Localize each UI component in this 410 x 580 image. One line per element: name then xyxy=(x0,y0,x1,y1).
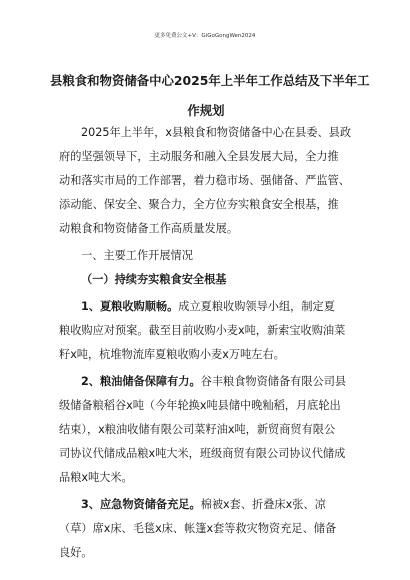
intro-line-4: 添动能、保安全、聚合力，全方位夯实粮食安全根基，推 xyxy=(59,198,339,211)
item2-line-2: 级储备粮稻谷x吨（今年轮换x吨县储中晚籼稻，月底轮出 xyxy=(59,399,341,412)
intro-line-1: 2025年上半年，x县粮食和物资储备中心在县委、县政 xyxy=(81,126,352,139)
item3-first-line xyxy=(81,496,326,512)
item2-line-4: 司协议代储成品粮x吨大米，班级商贸有限公司协议代储成 xyxy=(59,447,346,460)
intro-line-5: 动粮食和物资储备工作高质量发展。 xyxy=(59,222,239,235)
item2-line-1: 谷丰粮食物资储备有限公司县 xyxy=(200,375,347,388)
document-title xyxy=(50,66,370,126)
item3-line-3: 良好。 xyxy=(59,546,93,559)
item3-line-2: （草）席x床、毛毯x床、帐篷x套等救灾物资充足、储备 xyxy=(59,522,337,535)
subsection-heading-1: （一）持续夯实粮食安全根基 xyxy=(81,273,227,286)
item2-line-3: 结束），x粮油收储有限公司菜籽油x吨，新贸商贸有限公 xyxy=(59,423,336,436)
header-note: 更多免费公文+V：GiGoGongWen2024 xyxy=(154,33,256,39)
item2-first-line xyxy=(81,373,346,389)
item1-line-1: 成立夏粮收购领导小组，制定夏 xyxy=(178,300,335,313)
item1-lead: 1、夏粮收购顺畅。 xyxy=(81,300,179,313)
title-line-2: 作规划 xyxy=(187,103,225,118)
title-line-1: 县粮食和物资储备中心2025年上半年工作总结及下半年工 xyxy=(50,73,370,88)
item2-line-5: 品粮x吨大米。 xyxy=(59,471,133,484)
intro-line-2: 府的坚强领导下，主动服务和融入全县发展大局，全力推 xyxy=(59,150,339,163)
section-heading-1: 一、主要工作开展情况 xyxy=(81,249,193,262)
intro-line-3: 动和落实市局的工作部署，着力稳市场、强储备、严监管、 xyxy=(59,174,350,187)
item1-line-3: 籽x吨，杭堆物流库夏粮收购小麦x万吨左右。 xyxy=(59,348,285,361)
item1-first-line xyxy=(81,298,335,314)
item3-line-1: 棉被x套、折叠床x张、凉 xyxy=(200,498,326,511)
item2-lead: 2、粮油储备保障有力。 xyxy=(81,375,201,388)
item3-lead: 3、应急物资储备充足。 xyxy=(81,498,201,511)
item1-line-2: 粮收购应对预案。截至目前收购小麦x吨，新索宝收购油菜 xyxy=(59,324,346,337)
